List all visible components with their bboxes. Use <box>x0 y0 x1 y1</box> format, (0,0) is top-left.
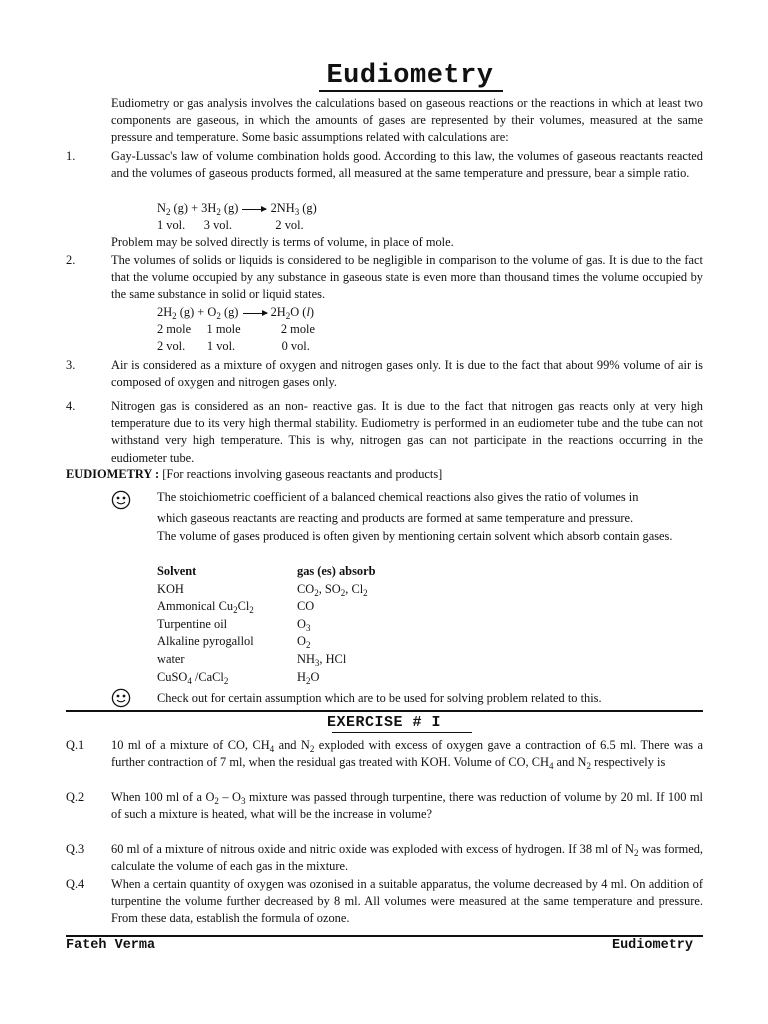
footer-rule <box>66 935 703 937</box>
point-1-text: Gay-Lussac's law of volume combination holds good. According to this law, the volumes of gaseous reactants reacted and the volumes of gaseous products formed, all measured at the same temperature and pressure, bear a simple ratio. <box>111 149 703 181</box>
volume-note: Problem may be solved directly is terms of volume, in place of mole. <box>111 235 454 249</box>
table-row: CuSO$_4$ /CaCl$_2$ $H_2O$ <box>157 669 320 686</box>
intro-paragraph: Eudiometry or gas analysis involves the calculations based on gaseous reactions or the reactions in which at least two components are gaseous, in which the amounts of gases are represented by their volumes, measured at the same pressure and temperature. Some basic assumptions related with calculations are: <box>111 96 703 145</box>
exercise-underline <box>332 732 472 733</box>
eudiometry-label: EUDIOMETRY : <box>66 467 160 481</box>
question-3-line-2: was formed, calculate the volume of each gas in the mixture. <box>111 842 703 874</box>
eudiometry-heading <box>66 466 442 483</box>
gas-header: gas (es) absorb <box>297 564 376 578</box>
point-4-text: Nitrogen gas is considered as an non- reactive gas. It is due to the fact that nitrogen gas reacts only at very high temperature due to its very high thermal stability. Eudiometry is performed in an eudiometer tube and the tube can not withstand very high temperature. This is why, nitrogen gas can not participate in the reactions occurring in the eudiometer tube. <box>111 399 703 465</box>
bullet-1-line-3: The volume of gases produced is often given by mentioning certain solvent which absorb contain gases. <box>157 529 673 543</box>
equation-water-volumes: 2 vol. 1 vol. 0 vol. <box>157 339 310 353</box>
page-title: Eudiometry <box>326 61 494 91</box>
solvent-header: Solvent <box>157 564 197 578</box>
bullet-2-text: Check out for certain assumption which are to be used for solving problem related to this. <box>157 691 602 705</box>
section-divider <box>66 710 703 712</box>
point-1-number: 1. <box>66 149 76 163</box>
equation-ammonia: $N_2$ $(g) + 3H_2$ (g) $2NH_3$ (g) <box>157 201 317 217</box>
solvent-table <box>157 563 457 686</box>
equation-water: $2H_2$ $(g) + O_2$ (g) $2H_2O$ (l) <box>157 305 315 321</box>
table-row: Turpentine oil $O_3$ <box>157 616 311 633</box>
point-3-number: 3. <box>66 358 76 372</box>
question-3-number: Q.3 <box>66 842 85 856</box>
question-4-number: Q.4 <box>66 877 85 891</box>
footer-chapter: Eudiometry <box>611 938 693 953</box>
question-1-text: 10 ml of a mixture of CO, $CH_4$ and $N_2$ exploded with excess of oxygen gave a contraction of 6.5 ml. There was a further contraction of 7 ml, when the residual gas treated with KOH. Volume of CO, $CH_4$ and $N_2$ respectively is <box>111 738 703 772</box>
table-row: water $NH_3$, HCl <box>157 651 347 668</box>
title-underline <box>319 90 503 92</box>
question-2-number: Q.2 <box>66 790 85 804</box>
point-2-number: 2. <box>66 253 76 267</box>
point-4-number: 4. <box>66 399 76 413</box>
bullet-1-line-2: which gaseous reactants are reacting and products are formed at same temperature and pressure. <box>157 511 634 525</box>
question-2-line-2: 20 ml. If 100 ml of such a mixture is heated, what will be the increase in volume? <box>111 790 703 822</box>
table-header <box>157 563 457 581</box>
eudiometry-subtitle: [For reactions involving gaseous reactants and products] <box>162 467 443 481</box>
table-row: KOH $CO_2$, $SO_2$, $Cl_2$ <box>157 581 368 598</box>
table-row: Ammonical $Cu_2Cl_2$ CO <box>157 599 315 616</box>
question-3-text: 60 ml of a mixture of nitrous oxide and nitric oxide was exploded with excess of hydrogen. If 38 ml of $N_2$ was formed, calculate the volume of each gas in the mixture. <box>111 842 703 874</box>
smiley-icon <box>111 490 131 510</box>
bullet-1-line-1: The stoichiometric coefficient of a balanced chemical reactions also gives the ratio of volumes in <box>157 490 639 504</box>
exercise-title: EXERCISE # I <box>326 714 442 731</box>
question-2-text: When 100 ml of a $O_2 - O_3$ mixture was passed through turpentine, there was reduction of volume by 20 ml. If 100 ml of such a mixture is heated, what will be the increase in volume? <box>111 790 703 822</box>
footer-author: Fateh Verma <box>66 938 156 953</box>
point-3-text: Air is considered as a mixture of oxygen and nitrogen gases only. It is due to the fact that about 99% volume of air is composed of oxygen and nitrogen gases only. <box>111 358 703 390</box>
table-row: Alkaline pyrogallol $O_2$ <box>157 634 311 651</box>
equation-water-moles: 2 mole 1 mole 2 mole <box>157 322 315 336</box>
question-1-number: Q.1 <box>66 738 85 752</box>
smiley-icon <box>111 688 131 708</box>
point-2-text: The volumes of solids or liquids is considered to be negligible in comparison to the volume of gas. It is due to the fact that the volume occupied by any substance in gaseous state is even more than thousand times the volume occupied by the same substance in solid or liquid states. <box>111 253 703 302</box>
equation-ammonia-volumes: 1 vol. 3 vol. 2 vol. <box>157 218 304 232</box>
question-4-text: When a certain quantity of oxygen was ozonised in a suitable apparatus, the volume decreased by 4 ml. On addition of turpentine the volume further decreased by 8 ml. All volumes were measured at the same temperature and pressure. From these data, establish the formula of ozone. <box>111 877 703 926</box>
